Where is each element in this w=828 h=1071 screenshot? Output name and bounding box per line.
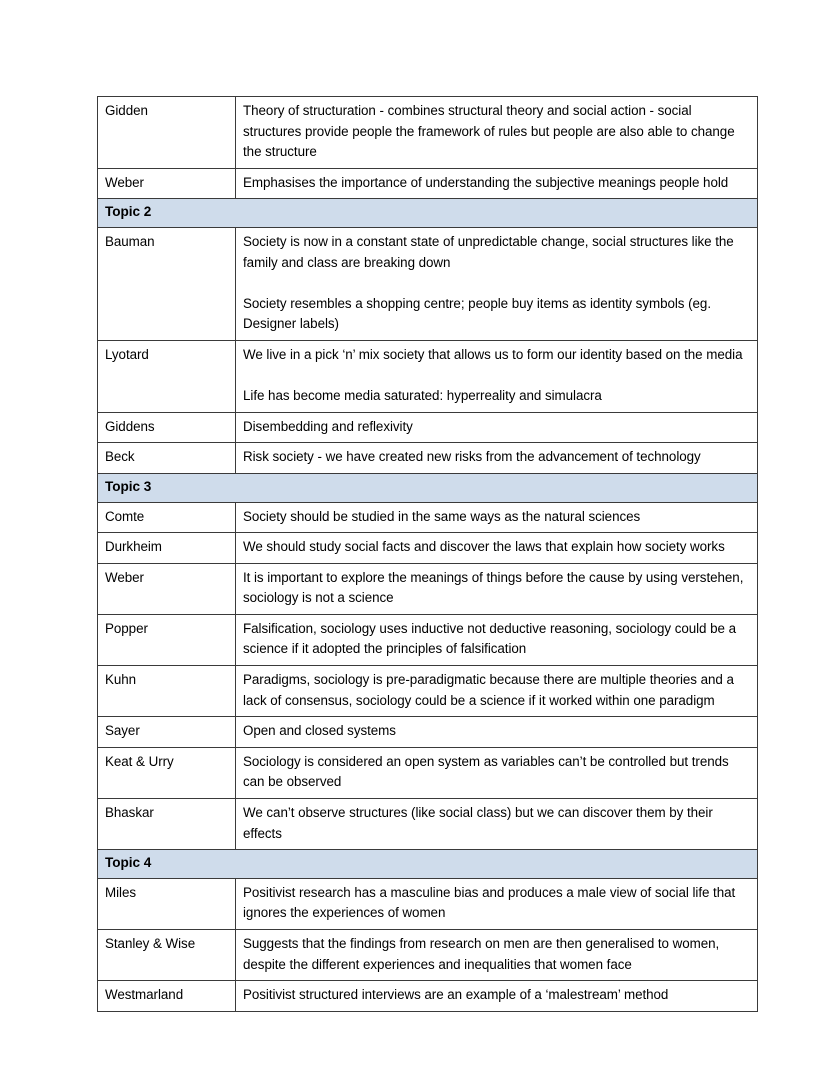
sociologist-name-cell: Giddens (98, 412, 236, 443)
table-row (98, 443, 758, 474)
key-idea-cell (236, 981, 758, 1012)
key-idea-paragraph: Positivist research has a masculine bias and produces a male view of social life that ignores the experiences of women (243, 884, 736, 921)
sociologist-name-cell: Weber (98, 563, 236, 614)
sociologist-name-cell: Popper (98, 614, 236, 665)
key-idea-cell (236, 227, 758, 340)
key-idea-paragraph: Life has become media saturated: hyperreality and simulacra (243, 388, 602, 404)
key-idea-cell (236, 799, 758, 850)
key-idea-paragraph: Positivist structured interviews are an example of a ‘malestream’ method (243, 987, 669, 1003)
table-row (98, 799, 758, 850)
notes-table-container (97, 96, 744, 1012)
key-idea-paragraph: Sociology is considered an open system as variables can’t be controlled but trends can be observed (243, 753, 729, 790)
topic-header-row (98, 850, 758, 879)
sociologist-name-cell: Kuhn (98, 666, 236, 717)
table-row (98, 981, 758, 1012)
topic-header-label: Topic 4 (98, 850, 758, 879)
table-row (98, 340, 758, 412)
table-body (98, 97, 758, 1012)
table-row (98, 168, 758, 199)
table-row (98, 930, 758, 981)
key-idea-paragraph: Theory of structuration - combines structural theory and social action - social structures provide people the framework of rules but people are also able to change the structure (243, 103, 735, 160)
table-row (98, 563, 758, 614)
key-idea-paragraph: It is important to explore the meanings of things before the cause by using verstehen, sociology is not a science (243, 569, 744, 606)
table-row (98, 97, 758, 169)
topic-header-label: Topic 2 (98, 199, 758, 228)
key-idea-cell (236, 747, 758, 798)
table-row (98, 502, 758, 533)
sociologist-name-cell: Miles (98, 878, 236, 929)
key-idea-cell (236, 168, 758, 199)
topic-header-label: Topic 3 (98, 473, 758, 502)
key-idea-cell (236, 340, 758, 412)
key-idea-cell (236, 533, 758, 564)
table-row (98, 666, 758, 717)
key-idea-cell (236, 930, 758, 981)
paragraph-spacer (243, 273, 751, 294)
key-idea-cell (236, 443, 758, 474)
sociologist-name-cell: Westmarland (98, 981, 236, 1012)
key-idea-cell (236, 878, 758, 929)
table-row (98, 614, 758, 665)
key-idea-cell (236, 563, 758, 614)
sociologist-name-cell: Durkheim (98, 533, 236, 564)
sociologist-name-cell: Keat & Urry (98, 747, 236, 798)
sociologist-name-cell: Bauman (98, 227, 236, 340)
key-idea-paragraph: Emphasises the importance of understanding the subjective meanings people hold (243, 174, 729, 190)
paragraph-spacer (243, 366, 751, 387)
sociologists-notes-table (97, 96, 758, 1012)
key-idea-cell (236, 717, 758, 748)
table-row (98, 717, 758, 748)
table-row (98, 878, 758, 929)
key-idea-paragraph: We should study social facts and discover the laws that explain how society works (243, 539, 725, 555)
key-idea-cell (236, 412, 758, 443)
sociologist-name-cell: Beck (98, 443, 236, 474)
key-idea-paragraph: Society should be studied in the same ways as the natural sciences (243, 508, 641, 524)
sociologist-name-cell: Stanley & Wise (98, 930, 236, 981)
key-idea-cell (236, 97, 758, 169)
sociologist-name-cell: Bhaskar (98, 799, 236, 850)
key-idea-paragraph: Society is now in a constant state of unpredictable change, social structures like the family and class are breaking down (243, 233, 734, 270)
key-idea-paragraph: Disembedding and reflexivity (243, 418, 413, 434)
key-idea-paragraph: Falsification, sociology uses inductive not deductive reasoning, sociology could be a science if it adopted the principles of falsification (243, 620, 736, 657)
topic-header-row (98, 473, 758, 502)
key-idea-paragraph: Suggests that the findings from research on men are then generalised to women, despite the different experiences and inequalities that women face (243, 936, 720, 972)
table-row (98, 227, 758, 340)
sociologist-name-cell: Lyotard (98, 340, 236, 412)
key-idea-cell (236, 502, 758, 533)
key-idea-paragraph: Society resembles a shopping centre; people buy items as identity symbols (eg. Designer labels) (243, 295, 711, 332)
key-idea-paragraph: Paradigms, sociology is pre-paradigmatic because there are multiple theories and a lack of consensus, sociology could be a science if it worked within one paradigm (243, 672, 734, 708)
sociologist-name-cell: Gidden (98, 97, 236, 169)
table-row (98, 533, 758, 564)
key-idea-cell (236, 614, 758, 665)
key-idea-paragraph: We live in a pick ‘n’ mix society that allows us to form our identity based on the media (243, 346, 743, 362)
table-row (98, 747, 758, 798)
table-row (98, 412, 758, 443)
key-idea-cell (236, 666, 758, 717)
key-idea-paragraph: Risk society - we have created new risks from the advancement of technology (243, 449, 701, 465)
sociologist-name-cell: Sayer (98, 717, 236, 748)
key-idea-paragraph: Open and closed systems (243, 723, 396, 739)
sociologist-name-cell: Comte (98, 502, 236, 533)
key-idea-paragraph: We can’t observe structures (like social class) but we can discover them by their effects (243, 805, 713, 841)
sociologist-name-cell: Weber (98, 168, 236, 199)
topic-header-row (98, 199, 758, 228)
